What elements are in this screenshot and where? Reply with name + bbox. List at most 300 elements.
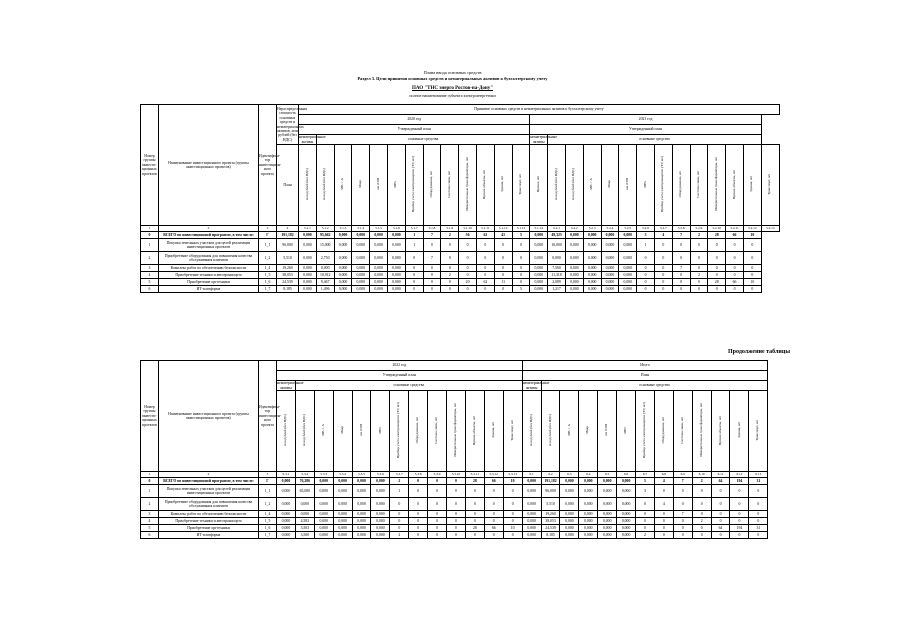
value-cell: 5,510 [541, 498, 560, 511]
value-cell: 0,000 [295, 498, 314, 511]
value-cell: 0 [749, 532, 768, 539]
value-cell: 0,000 [598, 525, 617, 532]
col-year-2: 2021 год [530, 115, 761, 125]
value-cell: 1_1 [259, 239, 277, 252]
column-number: 5.3.9 [428, 472, 447, 478]
value-cell: 2 [141, 498, 159, 511]
value-cell: 0 [465, 511, 484, 518]
value-cell: 0,000 [522, 498, 541, 511]
value-cell: 0 [423, 286, 441, 293]
value-cell: 0,000 [530, 272, 548, 279]
column-number: 5.2.11 [726, 226, 744, 232]
value-cell: 0 [743, 239, 761, 252]
unit-label [299, 145, 317, 226]
value-cell: 1 [390, 485, 409, 498]
value-cell: Г [259, 478, 277, 485]
col-intangible-1: нематериальные активы [299, 135, 326, 144]
value-cell: 0 [459, 239, 477, 252]
col-fixed-assets-2: основные средства [541, 381, 768, 391]
column-number: 5.3.3 [314, 472, 333, 478]
value-cell: 0,000 [371, 525, 390, 532]
value-cell: 0 [484, 532, 503, 539]
value-cell: 28 [465, 525, 484, 532]
unit-label [637, 145, 655, 226]
value-cell: 0,000 [387, 252, 405, 265]
unit-label-text: Здания, шт [500, 176, 505, 193]
value-cell: 1,496 [316, 286, 334, 293]
unit-label-text: Прочие объекты, шт [471, 415, 476, 445]
value-cell: 0 [484, 485, 503, 498]
column-number: 5.2.9 [690, 226, 708, 232]
value-cell: 0,000 [530, 265, 548, 272]
unit-label-text: Транспорт, шт [767, 173, 772, 195]
column-number: 6.2 [541, 472, 560, 478]
value-cell: 0,000 [619, 252, 637, 265]
table-row [141, 518, 768, 525]
value-cell: 0 [465, 518, 484, 525]
table-row [141, 265, 780, 272]
value-cell: 0 [476, 272, 494, 279]
value-cell: 0,000 [314, 532, 333, 539]
col-intangible-2: нематериальные активы [522, 381, 550, 390]
column-number: 5.3.8 [409, 472, 428, 478]
value-cell: 1 [141, 485, 159, 498]
unit-label-text: МВ×А [589, 178, 594, 191]
value-cell: 0 [672, 252, 690, 265]
column-number: 6.11 [711, 472, 730, 478]
organization-note: полное наименование субъекта электроэнергетики [409, 93, 496, 98]
value-cell: 0 [673, 525, 692, 532]
value-cell: 0,000 [583, 286, 601, 293]
column-number: 5.3.11 [465, 472, 484, 478]
value-cell: 0 [654, 279, 672, 286]
value-cell: 9,467 [316, 279, 334, 286]
value-cell: 0 [672, 272, 690, 279]
unit-label-text: Транспорт, шт [518, 173, 523, 195]
value-cell: 0,000 [387, 286, 405, 293]
value-cell: 38,053 [277, 272, 299, 279]
project-name-cell: ВСЕГО по инвестиционной программе, в том числе: [159, 478, 259, 485]
value-cell: 0 [428, 498, 447, 511]
unit-label [560, 391, 579, 472]
value-cell: 0 [730, 518, 749, 525]
value-cell: 0,000 [314, 518, 333, 525]
value-cell: 0,000 [334, 279, 352, 286]
value-cell: 0 [409, 525, 428, 532]
value-cell: 2 [692, 518, 711, 525]
value-cell: 0 [405, 272, 423, 279]
value-cell: 0,000 [299, 272, 317, 279]
value-cell: 0,000 [601, 265, 619, 272]
value-cell: 0 [423, 239, 441, 252]
project-name-cell: Покупка земельных участков для целей реализации инвестиционных проектов [159, 239, 259, 252]
value-cell: 0,000 [370, 252, 388, 265]
value-cell: 0 [654, 511, 673, 518]
value-cell: 0 [476, 265, 494, 272]
column-number: 5.2.5 [619, 226, 637, 232]
value-cell: 0 [428, 485, 447, 498]
value-cell: 0,000 [601, 252, 619, 265]
value-cell: 0 [726, 286, 744, 293]
column-number: 5.1.12 [494, 226, 512, 232]
value-cell: 0,000 [334, 265, 352, 272]
value-cell: 0 [465, 485, 484, 498]
value-cell: 0,000 [333, 485, 352, 498]
value-cell: 0,000 [277, 532, 296, 539]
column-number: 2 [159, 472, 259, 478]
value-cell: 0,000 [299, 265, 317, 272]
value-cell: 8,185 [277, 286, 299, 293]
col-year-1: 2020 год [299, 115, 530, 125]
col-intangible-2: нематериальные активы [530, 135, 557, 144]
value-cell: 0,000 [530, 252, 548, 265]
value-cell: 0,000 [333, 511, 352, 518]
unit-label [371, 391, 390, 472]
value-cell: 64 [711, 525, 730, 532]
unit-label [601, 145, 619, 226]
unit-label [522, 391, 541, 472]
value-cell: 0 [692, 485, 711, 498]
value-cell: 2 [692, 478, 711, 485]
value-cell: 0 [459, 265, 477, 272]
value-cell: 0 [673, 532, 692, 539]
value-cell: 0 [690, 252, 708, 265]
unit-label [428, 391, 447, 472]
value-cell: 0,000 [601, 232, 619, 239]
value-cell: 2 [390, 478, 409, 485]
value-cell: 191,182 [541, 478, 560, 485]
value-cell: 0,000 [333, 498, 352, 511]
unit-label [512, 145, 530, 226]
value-cell: 0,000 [522, 525, 541, 532]
column-number: 5.1.2 [316, 226, 334, 232]
table-row [141, 511, 768, 518]
value-cell: 0 [692, 511, 711, 518]
value-cell: 0,000 [565, 239, 583, 252]
table-row [141, 232, 780, 239]
column-number: 6.3 [560, 472, 579, 478]
table-row [141, 532, 768, 539]
value-cell: 0 [726, 272, 744, 279]
col-project-name: Наименование инвестиционного проекта (группы инвестиционных проектов) [159, 361, 259, 472]
value-cell: 0 [636, 525, 655, 532]
value-cell: 66 [726, 232, 744, 239]
unit-label [530, 145, 548, 226]
value-cell: 0 [512, 272, 530, 279]
value-cell: 0,000 [370, 272, 388, 279]
value-cell: 4 [654, 498, 673, 511]
value-cell: 0 [726, 265, 744, 272]
value-cell: 3 [141, 265, 159, 272]
value-cell: 5,510 [277, 252, 299, 265]
value-cell: 0 [743, 286, 761, 293]
unit-label-text: Транспорт, шт [509, 419, 514, 441]
value-cell: 62 [476, 279, 494, 286]
value-cell: 0,000 [314, 478, 333, 485]
unit-label [423, 145, 441, 226]
col-acceptance-header: Принятие основных средств и нематериальных активов к бухгалтерскому учету [299, 105, 780, 115]
column-number: 5.1.13 [512, 226, 530, 232]
value-cell: 7 [423, 252, 441, 265]
value-cell: 0 [708, 265, 726, 272]
value-cell: 0,000 [601, 279, 619, 286]
column-number: 6.12 [730, 472, 749, 478]
value-cell: 0 [447, 532, 466, 539]
project-name-cell: Покупка земельных участков для целей реализации инвестиционных проектов [159, 485, 259, 498]
value-cell: 0,000 [387, 272, 405, 279]
value-cell: 1_4 [259, 511, 277, 518]
value-cell: 0,000 [352, 265, 370, 272]
unit-label-text: Здания, шт [736, 422, 741, 439]
value-cell: 0 [409, 532, 428, 539]
value-cell: 96,000 [277, 239, 299, 252]
value-cell: 0,000 [579, 532, 598, 539]
value-cell: 0,000 [352, 518, 371, 525]
unit-label-text: Прибор учета электроэнергии (ТУ, шт) [396, 402, 401, 459]
unit-label-text: Мвар [607, 180, 612, 189]
value-cell: 0,000 [619, 232, 637, 239]
unit-label [387, 145, 405, 226]
unit-label-text: Прочие объекты, шт [717, 415, 722, 445]
value-cell: 5 [512, 286, 530, 293]
value-cell: 62 [476, 232, 494, 239]
value-cell: 28 [465, 478, 484, 485]
unit-label-text: км ЛЭП [624, 178, 629, 191]
section-title: Раздел 3. Цели принятия основных средств и нематериальных активов к бухгалтерскому учету [357, 76, 548, 81]
value-cell: 0,000 [548, 252, 566, 265]
value-cell: 10 [743, 232, 761, 239]
value-cell: 0 [673, 485, 692, 498]
value-cell: 0 [405, 286, 423, 293]
value-cell: 31 [749, 525, 768, 532]
value-cell: 0,000 [579, 478, 598, 485]
unit-label [333, 391, 352, 472]
value-cell: 11,318 [548, 272, 566, 279]
value-cell: 1 [637, 239, 655, 252]
unit-label-text: Система связи, шт [679, 416, 684, 444]
value-cell: 66 [484, 478, 503, 485]
value-cell: 5 [636, 478, 655, 485]
value-cell: 1_2 [259, 498, 277, 511]
value-cell: 7,560 [548, 265, 566, 272]
column-number: 5.1.1 [299, 226, 317, 232]
unit-label-text: Прибор учета электроэнергии (ТУ, шт) [660, 156, 665, 213]
col-intangible-1: нематериальные активы [277, 381, 304, 390]
unit-label [617, 391, 636, 472]
value-cell: 0,000 [314, 485, 333, 498]
column-number: 5.3.4 [333, 472, 352, 478]
value-cell: 0 [512, 252, 530, 265]
unit-label [390, 391, 409, 472]
plan-table-part1 [140, 104, 780, 293]
value-cell: 0 [423, 272, 441, 279]
value-cell: 3 [141, 511, 159, 518]
value-cell: 0 [743, 252, 761, 265]
column-number: 5.1.4 [352, 226, 370, 232]
value-cell: 0,000 [583, 252, 601, 265]
value-cell: 0 [409, 518, 428, 525]
value-cell: 0,000 [619, 265, 637, 272]
value-cell: 0 [476, 286, 494, 293]
value-cell: 0 [654, 272, 672, 279]
value-cell: 0,000 [370, 279, 388, 286]
unit-label-text: Измерительные трансформаторы, шт [713, 157, 718, 212]
value-cell: 0,000 [333, 478, 352, 485]
project-name-cell: Комплекс работ по обеспечению безопасности [159, 265, 259, 272]
value-cell: 66 [726, 279, 744, 286]
column-number: 5.2.2 [565, 226, 583, 232]
project-name-cell: Приобретение техники и автотранспорта [159, 272, 259, 279]
value-cell: 0 [409, 498, 428, 511]
value-cell: 2 [441, 272, 459, 279]
column-number: 6.9 [673, 472, 692, 478]
unit-label [708, 145, 726, 226]
organization-name: ПАО "ТНС энерго Ростов-на-Дону" [411, 86, 494, 91]
table-row [141, 498, 768, 511]
value-cell: 4 [141, 272, 159, 279]
col-year-2: Итого [522, 361, 768, 371]
value-cell: 0,000 [560, 498, 579, 511]
value-cell: 0,000 [530, 279, 548, 286]
value-cell: 0,000 [371, 478, 390, 485]
value-cell: 0 [390, 525, 409, 532]
value-cell: 0 [428, 511, 447, 518]
value-cell: 0,000 [387, 239, 405, 252]
value-cell: 7 [423, 232, 441, 239]
value-cell: 0 [428, 532, 447, 539]
value-cell: 0 [494, 252, 512, 265]
unit-label-text: млн рублей (без НДС) [553, 168, 558, 201]
value-cell: 1_6 [259, 279, 277, 286]
value-cell: 1_7 [259, 532, 277, 539]
value-cell: 0 [730, 511, 749, 518]
value-cell: 1,217 [548, 286, 566, 293]
column-number: 5.3.2 [295, 472, 314, 478]
value-cell: 0 [512, 279, 530, 286]
value-cell: 0,000 [522, 511, 541, 518]
column-number: 5.2.12 [743, 226, 761, 232]
column-number: 5.3.1 [277, 472, 296, 478]
unit-label [316, 145, 334, 226]
table-row [141, 525, 768, 532]
value-cell: 16,000 [548, 239, 566, 252]
column-number: 5.3.5 [352, 472, 371, 478]
value-cell: 0,000 [352, 279, 370, 286]
table-row [141, 252, 780, 265]
value-cell: 0,000 [565, 265, 583, 272]
value-cell: Г [259, 232, 277, 239]
value-cell: 0,000 [619, 239, 637, 252]
value-cell: 0 [141, 478, 159, 485]
value-cell: 0 [484, 518, 503, 525]
value-cell: 28 [708, 279, 726, 286]
unit-label [654, 391, 673, 472]
value-cell: 0 [405, 252, 423, 265]
value-cell: 0,000 [560, 511, 579, 518]
value-cell: 0,000 [598, 511, 617, 518]
column-number: 5.1.8 [423, 226, 441, 232]
value-cell: 194 [730, 478, 749, 485]
value-cell: 95,662 [316, 232, 334, 239]
value-cell: 20 [459, 279, 477, 286]
value-cell: 66 [484, 525, 503, 532]
unit-label-text: Система связи, шт [446, 170, 451, 198]
value-cell: 0,000 [617, 518, 636, 525]
value-cell: 6 [141, 286, 159, 293]
value-cell: 0 [749, 511, 768, 518]
unit-label-text: МВ×А [566, 424, 571, 437]
value-cell: 0,000 [371, 511, 390, 518]
value-cell: 31 [749, 478, 768, 485]
unit-label [711, 391, 730, 472]
table-row [141, 286, 780, 293]
value-cell: 2 [636, 532, 655, 539]
value-cell: 0 [726, 239, 744, 252]
col-fixed-assets-1: основные средства [295, 381, 522, 391]
unit-label-text: Прочее, шт [535, 176, 540, 193]
value-cell: 0,000 [598, 478, 617, 485]
unit-label [690, 145, 708, 226]
column-number: 5.2.10 [708, 226, 726, 232]
column-number: 5.2.7 [654, 226, 672, 232]
column-number: 5.1.14 [530, 226, 548, 232]
value-cell: 0 [743, 265, 761, 272]
value-cell: 0,000 [583, 239, 601, 252]
value-cell: 0 [708, 252, 726, 265]
value-cell: 0,000 [352, 498, 371, 511]
value-cell: 1 [405, 232, 423, 239]
value-cell: 0 [654, 252, 672, 265]
value-cell: 0 [749, 518, 768, 525]
value-cell: 5 [141, 525, 159, 532]
value-cell: 0,000 [583, 232, 601, 239]
column-number: 6.6 [617, 472, 636, 478]
column-number: 5.1.9 [441, 226, 459, 232]
value-cell: 0,000 [314, 498, 333, 511]
column-number: 5.1.3 [334, 226, 352, 232]
value-cell: 0,000 [601, 286, 619, 293]
unit-label [579, 391, 598, 472]
value-cell: 0 [637, 272, 655, 279]
value-cell: 0,000 [277, 511, 296, 518]
value-cell: 0 [441, 279, 459, 286]
value-cell: 0,000 [522, 518, 541, 525]
value-cell: 0 [512, 265, 530, 272]
value-cell: 0 [447, 498, 466, 511]
value-cell: 0,000 [295, 511, 314, 518]
value-cell: 0,000 [352, 286, 370, 293]
value-cell: 4 [141, 518, 159, 525]
unit-label-text: Оборудование, шт [415, 417, 420, 444]
value-cell: 0,000 [370, 232, 388, 239]
table-row [141, 239, 780, 252]
unit-label-text: Прочие объекты, шт [731, 169, 736, 199]
value-cell: 0,000 [619, 272, 637, 279]
value-cell: 0 [708, 272, 726, 279]
unit-label [672, 145, 690, 226]
value-cell: 24,539 [541, 525, 560, 532]
value-cell: 15,000 [316, 239, 334, 252]
value-cell: 0,000 [371, 532, 390, 539]
project-name-cell: Комплекс работ по обеспечению безопасности [159, 511, 259, 518]
value-cell: 7 [673, 511, 692, 518]
unit-label [476, 145, 494, 226]
table-row [141, 272, 780, 279]
col-project-id: Идентифика-тор инвестицион-ного проекта [259, 361, 277, 472]
unit-label-text: км ЛЭП [375, 178, 380, 191]
value-cell: 0 [428, 525, 447, 532]
value-cell: 0 [503, 518, 522, 525]
